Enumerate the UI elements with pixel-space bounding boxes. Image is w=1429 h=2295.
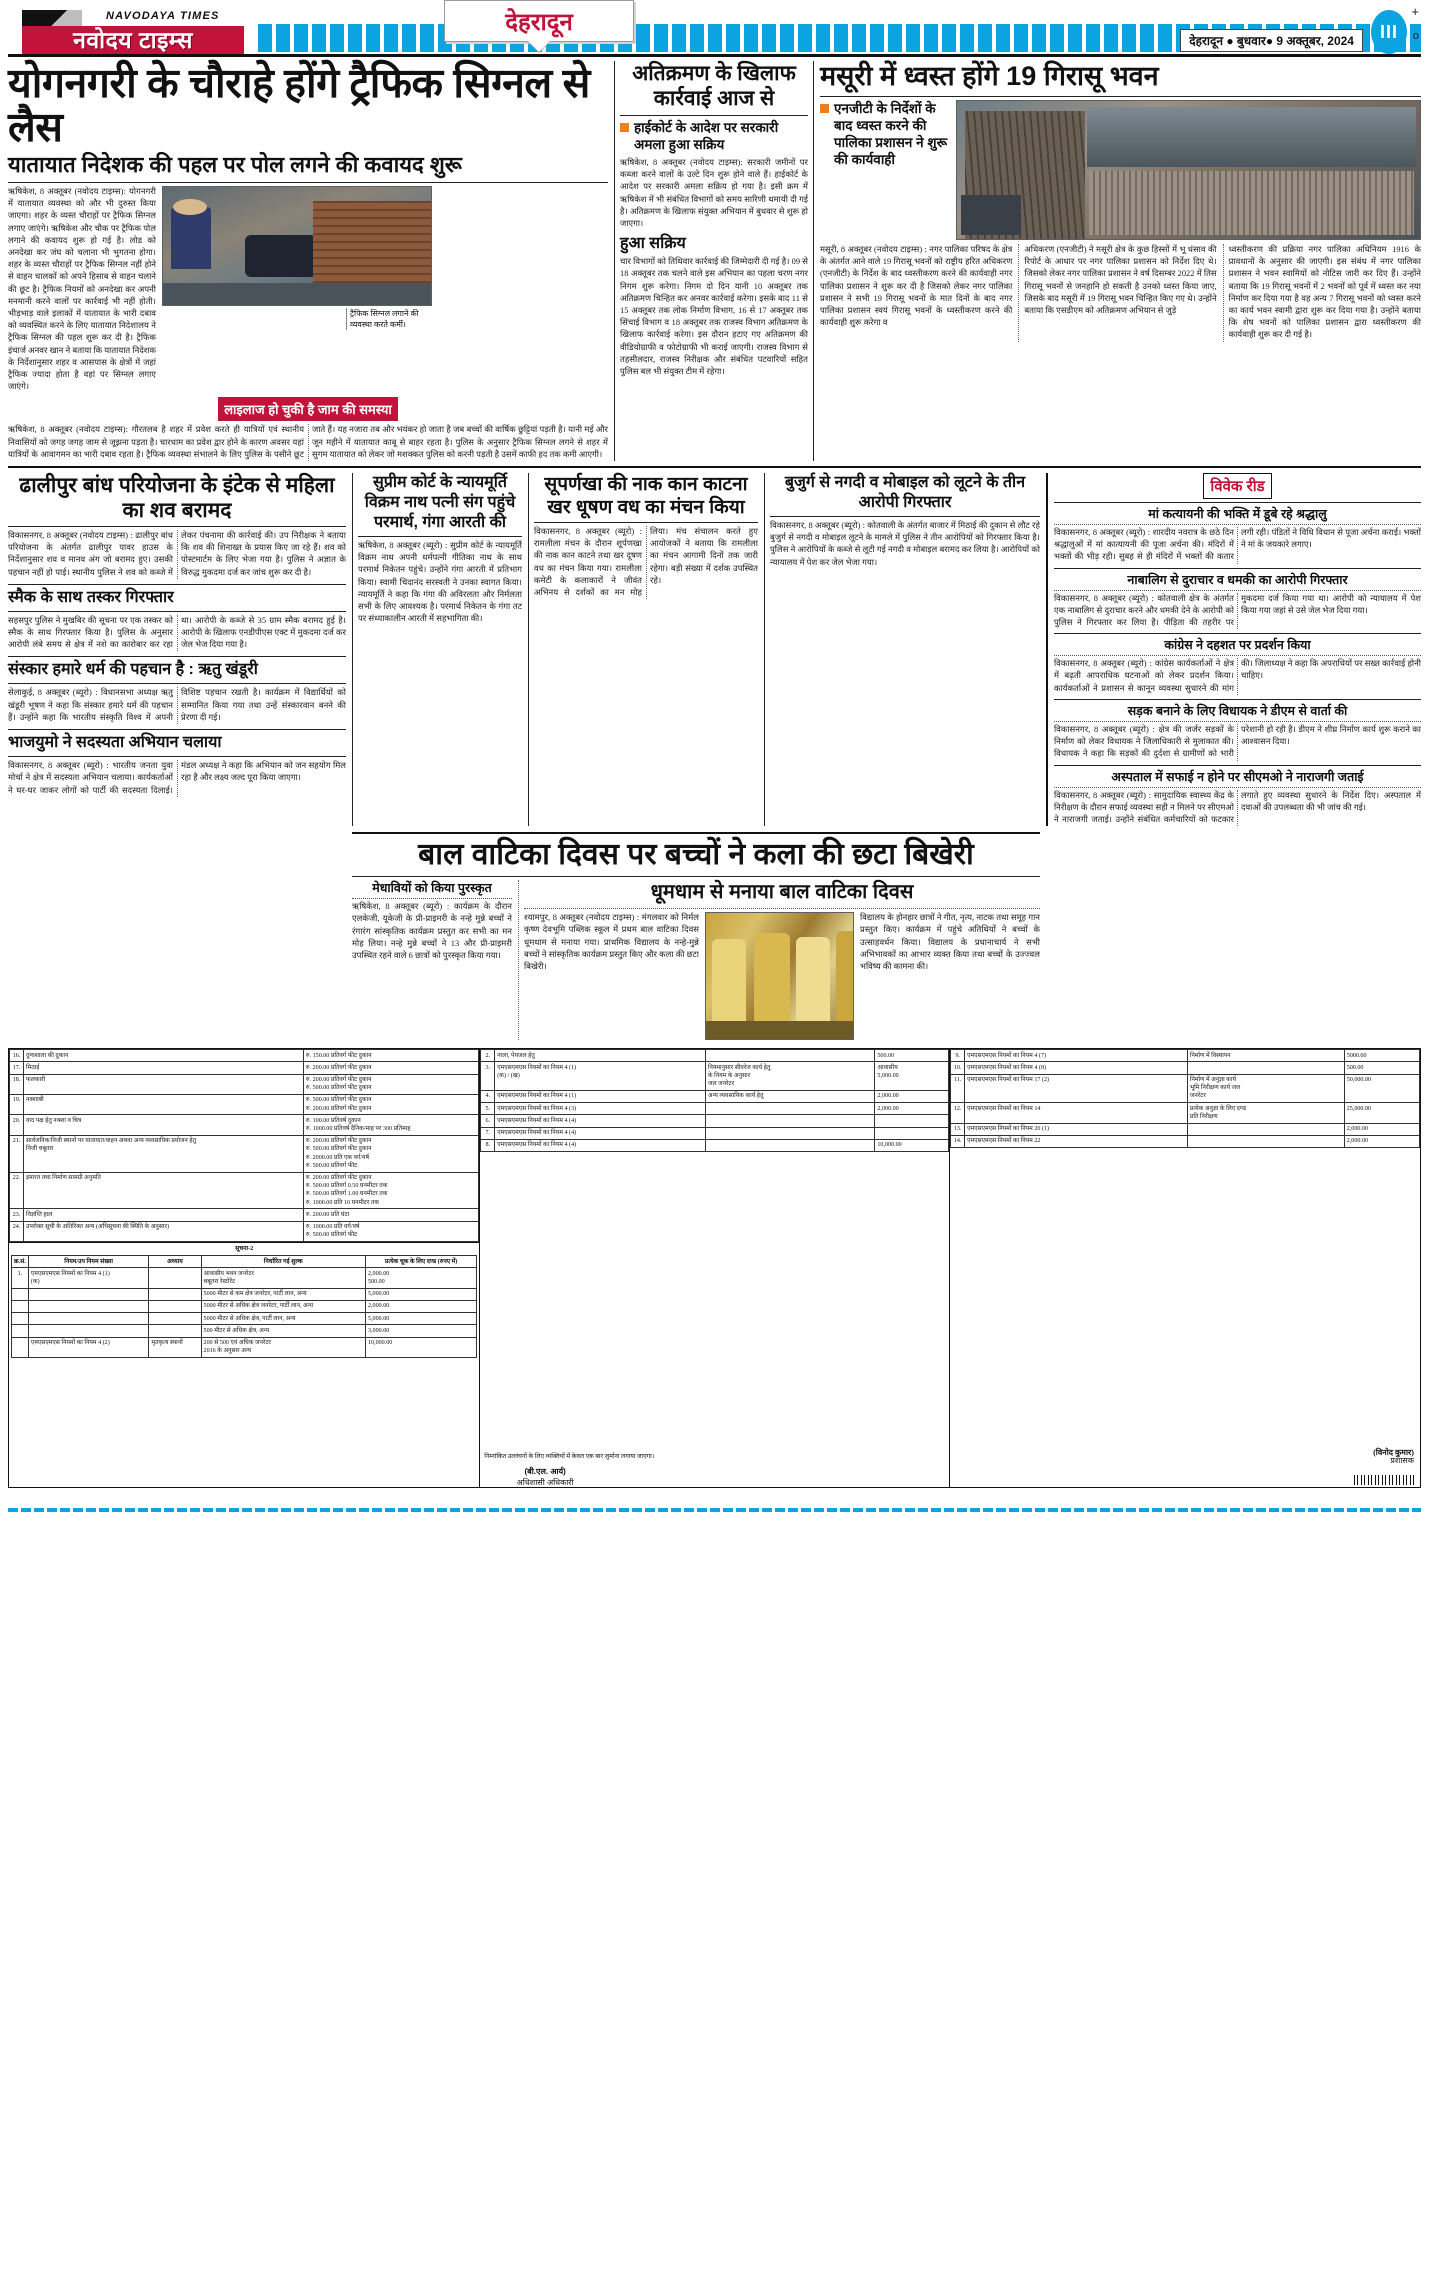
table-row [951, 1135, 1420, 1147]
lead-red-strip: लाइलाज हो चुकी है जाम की समस्या [218, 397, 398, 421]
lead-photo [162, 186, 432, 306]
row3-text-1: सेलाकुई, 8 अक्तूबर (ब्यूरो) : विधानसभा अध्यक्ष ऋतु खंडूरी भूषण ने कहा कि संस्कार हमारे धर्म की पहचान हैं। उन्होंने कहा कि भारतीय संस्कृति विश्व में अपनी विशिष्ट पहचान रखती है। कार्यक्रम में विद्यार्थियों को सम्मानित किया गया तथा उन्हें संस्कारवान बनने की प्रेरणा दी गई। [8, 688, 346, 722]
notice-cell [149, 1300, 201, 1312]
edition-city-label: देहरादून [505, 8, 573, 36]
notice-cell: एमएसएमएस नियमों का नियम 4 (8) [965, 1062, 1188, 1074]
notice-table-col3 [950, 1049, 1420, 1148]
encroach-subhead: हुआ सक्रिय [620, 235, 686, 253]
notice-footer-note: निम्नांकित उल्लंघनों के लिए व्यक्तियों में केवल एक बार जुर्माना लगाया जाएगा। [484, 1452, 655, 1460]
notice-cell: 10. [951, 1062, 965, 1074]
brand-name-english: NAVODAYA TIMES [106, 10, 220, 22]
notice-cell: एमएसएमएस नियमों का नियम 4 (4) [495, 1115, 706, 1127]
table-row [10, 1135, 479, 1172]
lead-headline: योगनगरी के चौराहे होंगे ट्रैफिक सिग्नल से लैस [8, 60, 590, 150]
table-row [951, 1062, 1420, 1074]
notice-cell: दुग्धशाला की दुकान [24, 1050, 304, 1062]
table-row [12, 1337, 477, 1357]
notice-cell: आवासीय भवन जनरेटर चबूतरा रेस्टोरेंट [201, 1268, 365, 1288]
notice-cell: 4. [481, 1090, 495, 1102]
notice-cell: उपरोक्त सूची के अतिरिक्त अन्य (अधिसूचना की स्थिति के अनुसार) [24, 1221, 304, 1241]
vivek-read-badge: विवेक रीड [1203, 473, 1271, 499]
table-row [12, 1325, 477, 1337]
brand-logo[interactable] [8, 6, 258, 52]
notice-cell: सार्वजनिक/निजी स्थानों पर यातायात/वाहन अथवा अन्य व्यवसायिक प्रयोजन हेतु निजी चबूतरा [24, 1135, 304, 1172]
notice-cell: 25,000.00 [1344, 1103, 1419, 1123]
notice-cell: एमएसएमएस नियमों का नियम 4 (1) [495, 1090, 706, 1102]
lead-story [8, 61, 608, 461]
mussoorie-kicker: एनजीटी के निर्देशों के बाद ध्वस्त करने की पालिका प्रशासन ने शुरू की कार्यवाही [820, 100, 950, 240]
lead-photo-caption: ट्रैफिक सिग्नल लगाने की व्यवस्था करते कर्मी। [346, 308, 432, 330]
notice-cell [1187, 1135, 1344, 1147]
notice-col-header: निर्धारित गई शुल्क [201, 1256, 365, 1268]
notice-cell: 2,000.00 [1344, 1135, 1419, 1147]
row2-title-3: बुजुर्ग से नगदी व मोबाइल को लूटने के तीन आरोपी गिरफ्तार [784, 474, 1026, 512]
table-row [481, 1062, 949, 1091]
notice-cell: आवासीय 5,000.00 [875, 1062, 949, 1091]
notice-cell: 5,000.00 [365, 1288, 476, 1300]
notice-cell: 5000 मीटर से कम क्षेत्र जनरेटर, पार्टी लान, अन्य [201, 1288, 365, 1300]
notice-cell [12, 1288, 29, 1300]
notice-cell: प्रत्येक अनुज्ञा के लिए दण्ड प्रति निरीक्षण [1187, 1103, 1344, 1123]
story-mussoorie [820, 61, 1421, 461]
plus-icon: + [1411, 4, 1419, 19]
encroach-col-a: ऋषिकेश, 8 अक्तूबर (नवोदय टाइम्स): सरकारी जमीनों पर कब्जा करने वालों के उल्टे दिन शुरू होने वाले हैं। हाईकोर्ट के आदेश पर सरकारी अमला सक्रिय हो गया है। इसी क्रम में ऋषिकेश में भी संबंधित विभागों को समय सारिणी थमायी दी गई है। अतिक्रमण के खिलाफ संयुक्त अभियान में बुधवार से शुरू हो जाएगा। [620, 158, 808, 229]
notice-cell: रु. 200.00 प्रतिवर्ग फीट दुकान [303, 1062, 478, 1074]
notice-cell [705, 1103, 874, 1115]
row3-title-1: संस्कार हमारे धर्म की पहचान है : ऋतु खंडूरी [8, 661, 258, 679]
notice-cell: 10,000.00 [365, 1337, 476, 1357]
notice-cell: एमएसएमएस नियमों का नियम 20 (1) [965, 1123, 1188, 1135]
table-row [481, 1050, 949, 1062]
row3-title-2: भाजयुमो ने सदस्यता अभियान चलाया [8, 734, 222, 752]
vivek-read-column [1046, 473, 1421, 826]
notice-cell [28, 1325, 149, 1337]
sign-left-name: (बी.एल. आर्य) [524, 1467, 566, 1477]
notice-table-col1 [9, 1049, 479, 1242]
table-row [12, 1268, 477, 1288]
mussoorie-headline: मसूरी में ध्वस्त होंगे 19 गिरासू भवन [820, 61, 1159, 91]
lead-col-1: ऋषिकेश, 8 अक्तूबर (नवोदय टाइम्स): योगनगरी में यातायात व्यवस्था को और भी दुरुस्त किया जाएगा। शहर के व्यस्त चौराहों पर ट्रैफिक सिग्नल लगाए जाएंगे। ऋषिकेश और चौक पर ट्रैफिक पोल लगाने की कवायद शुरू हो गई है। लोड को अनदेखा कर जंघ को चलाना भी भुगतना होगा। शहर के व्यस्त चौराहों पर ट्रैफिक सिग्नल नहीं होने से वाहन चालकों को अपने हिसाब से वाहन चलाने की छूट है। ट्रैफिक नियमों को अनदेखा कर अपनी मनमानी करने वालों पर कार्रवाई भी नहीं होती। भीड़भाड़ वाले इलाकों में यातायात के भारी दबाव को व्यवस्थित करने के लिए यातायात निदेशालय ने ट्रैफिक सिग्नल की पहल शुरू कर दी है। ट्रैफिक इंचार्ज अनवर खान ने बताया कि यातायात निदेशक के निर्देशानुसार शहर व आसपास के क्षेत्रों में जहां ट्रैफिक ज्यादा होता है वहां पर सिग्नल लगाए जाएंगे। [8, 187, 156, 392]
bullet-square-icon [820, 104, 829, 113]
notice-cell: एमएसएमएस नियमों का नियम 14 [965, 1103, 1188, 1123]
table-row [951, 1123, 1420, 1135]
notice-cell: नियमानुसार सीवरेज कार्य हेतु के नियम के अनुसार जल जनरेटर [705, 1062, 874, 1091]
notice-cell [28, 1313, 149, 1325]
sign-right-title: प्रशासक [1390, 1455, 1414, 1465]
feature-col-b: श्यामपुर, 8 अक्तूबर (नवोदय टाइम्स) : मंगलवार को निर्मल कृष्ण देवभूमि पब्लिक स्कूल में प्रथम बाल वाटिका दिवस धूमधाम से मनाया गया। प्राथमिक विद्यालय के नन्हे-मुन्ने बच्चों ने सांस्कृतिक कार्यक्रम प्रस्तुत किए और कला की छटा बिखेरी। [524, 913, 699, 971]
table-row [10, 1074, 479, 1094]
bottom-feature [8, 832, 1040, 1040]
notice-table-col2 [480, 1049, 949, 1152]
notice-cell: नाला, पेयजल हेतु [495, 1050, 706, 1062]
encroach-col-b: चार विभागों को तिथिवार कार्रवाई की जिम्मेदारी दी गई है। 09 से 18 अक्तूबर तक चलने वाले इस अभियान का पहला चरण नगर निगम शुरू करेगा। निगम दो दिन यानी 10 अक्तूबर तक अतिक्रमण चिन्हित कर अनवर कार्रवाई करेगा। इसके बाद 11 से 15 अक्तूबर तक लोक निर्माण विभाग, 16 से 17 अक्तूबर तक सिंचाई विभाग व 18 अक्तूबर तक राजस्व विभाग अतिक्रमण के खिलाफ कार्रवाई करेगा। इस दौरान हटाए गए अतिक्रमण की वीडियोग्राफी व फोटोग्राफी भी कराई जाएगी। राजस्व विभाग से तहसीलदार, राजस्व निरीक्षक और संबंधित पटवारियों सहित पुलिस बल भी संयुक्त टीम में रहेगा। [620, 257, 808, 377]
table-row [10, 1172, 479, 1209]
feature-photo [705, 912, 854, 1040]
mussoorie-photo [956, 100, 1421, 240]
feature-col-c: विद्यालय के होनहार छात्रों ने गीत, नृत्य, नाटक तथा समूह गान प्रस्तुत किए। कार्यक्रम में पहुंचे अतिथियों ने बच्चों के उत्साहवर्धन किया। विद्यालय के प्रधानाचार्य ने सभी अभिभावकों का आभार व्यक्त किया तथा बच्चों के उज्ज्वल भविष्य की कामना की। [860, 913, 1040, 971]
notice-cell: एमएसएमएस नियमों का नियम 4 (1) (क) / (ख) [495, 1062, 706, 1091]
row2-title-0: ढालीपुर बांध परियोजना के इंटेक से महिला का शव बरामद [19, 474, 335, 523]
page-number-badge: III [1371, 10, 1407, 54]
notice-cell: 18. [10, 1074, 24, 1094]
table-row [12, 1288, 477, 1300]
notice-cell: 5000 मीटर से अधिक क्षेत्र जनरेटर, पार्टी लान, अन्य [201, 1300, 365, 1312]
notice-cell [149, 1325, 201, 1337]
notice-cell: रु. 500.00 प्रतिवर्ग फीट दुकान रु. 200.00 प्रतिवर्ग फीट दुकान [303, 1094, 478, 1114]
encroach-kicker: हाईकोर्ट के आदेश पर सरकारी अमला हुआ सक्रिय [620, 119, 808, 153]
table-row [481, 1127, 949, 1139]
dateline: देहरादून ● बुधवार● 9 अक्तूबर, 2024 [1180, 29, 1363, 52]
notice-col-header: अध्याय [149, 1256, 201, 1268]
notice-cell [1187, 1062, 1344, 1074]
notice-cell: 500.00 [1344, 1062, 1419, 1074]
row3-title-0: स्मैक के साथ तस्कर गिरफ्तार [8, 588, 174, 606]
table-row [481, 1115, 949, 1127]
table-row [951, 1050, 1420, 1062]
notice-cell: एमएसएमएस नियमों का नियम 17 (2) [965, 1074, 1188, 1103]
vivek-item-1: नाबालिग से दुराचार व धमकी का आरोपी गिरफ्तार विकासनगर, 8 अक्तूबर (ब्यूरो) : कोतवाली क्षेत्र के अंतर्गत एक नाबालिग से दुराचार करने और धमकी देने के आरोपी को पुलिस ने गिरफ्तार कर लिया है। पीड़िता की तहरीर पर मुकदमा दर्ज किया गया था। आरोपी को न्यायालय में पेश किया गया जहां से उसे जेल भेज दिया गया। [1054, 572, 1421, 628]
notice-cell: 11. [951, 1074, 965, 1103]
notice-col-header: नियम/उप नियम संख्या [28, 1256, 149, 1268]
table-row [12, 1313, 477, 1325]
table-row [951, 1103, 1420, 1123]
masthead [8, 0, 1421, 52]
notice-cell: 10,000.00 [875, 1139, 949, 1151]
notice-cell: 500 मीटर से अधिक क्षेत्र, अन्य [201, 1325, 365, 1337]
mussoorie-col-a: मसूरी, 8 अक्तूबर (नवोदय टाइम्स) : नगर पालिका परिषद के क्षेत्र के अंतर्गत आने वाले 19 गिरासू भवनों को राष्ट्रीय हरित अधिकरण (एनजीटी) के निर्देश के बाद ध्वस्तीकरण करने की कार्यवाही नगर पालिका प्रशासन ने शुरू कर दी है जिसको लेकर नगर पालिका प्रशासन ने सभी 19 गिरासू भवनों के मात दिनों के बाद नगर पालिका प्रशासन स्वयं गिरासू भवनों के ध्वस्तीकरण करने की कार्यवाही शुरू करेगा व [820, 245, 1013, 328]
notice-cell: इमारत तथा निर्माण सामग्री अनुमति [24, 1172, 304, 1209]
notice-cell: 24. [10, 1221, 24, 1241]
row3-text-2: विकासनगर, 8 अक्तूबर (ब्यूरो) : भारतीय जनता युवा मोर्चा ने क्षेत्र में सदस्यता अभियान चलाया। कार्यकर्ताओं ने घर-घर जाकर लोगों को पार्टी की सदस्यता दिलाई। मंडल अध्यक्ष ने कहा कि अभियान को जन सहयोग मिल रहा है और लक्ष्य जल्द पूरा किया जाएगा। [8, 761, 346, 795]
table-row [10, 1209, 479, 1221]
notice-cell: रु. 200.00 प्रति घंटा [303, 1209, 478, 1221]
notice-cell: 3,000.00 [365, 1325, 476, 1337]
notice-cell: 2,000.00 500.00 [365, 1268, 476, 1288]
notice-cell: अन्य व्यवसायिक कार्य हेतु [705, 1090, 874, 1102]
table-row [10, 1062, 479, 1074]
table-row [481, 1090, 949, 1102]
row2-text-3: विकासनगर, 8 अक्तूबर (ब्यूरो) : कोतवाली के अंतर्गत बाजार में मिठाई की दुकान से लौट रहे बुजुर्ग से नगदी व मोबाइल लूटने के मामले में पुलिस ने तीन आरोपियों को गिरफ्तार किया है। पुलिस ने आरोपियों के कब्जे से लूटी गई नगदी व मोबाइल बरामद कर लिया है। आरोपियों को न्यायालय में पेश कर जेल भेजा गया। [770, 521, 1040, 567]
notice-cell: 3. [481, 1062, 495, 1091]
brand-name-hindi: नवोदय टाइम्स [22, 26, 244, 54]
notice-cell: 17. [10, 1062, 24, 1074]
feature-headline: बाल वाटिका दिवस पर बच्चों ने कला की छटा बिखेरी [418, 838, 974, 872]
notice-cell: 19. [10, 1094, 24, 1114]
table-row [10, 1094, 479, 1114]
notice-cell: 7. [481, 1127, 495, 1139]
notice-cell: 500.00 [875, 1050, 949, 1062]
notice-cell [705, 1127, 874, 1139]
notice-cell: 5000 मीटर से अधिक क्षेत्र, पार्टी लान, अन्य [201, 1313, 365, 1325]
notice-cell: विज्ञप्ति हाल [24, 1209, 304, 1221]
notice-cell: 14. [951, 1135, 965, 1147]
notice-cell: रु. 150.00 प्रतिवर्ग फीट दुकान [303, 1050, 478, 1062]
notice-cell [12, 1325, 29, 1337]
notice-cell: रु. 200.00 प्रतिवर्ग फीट दुकान रु. 500.00 प्रतिवर्ग फीट दुकान [303, 1074, 478, 1094]
notice-cell [28, 1300, 149, 1312]
notice-cell: 2. [481, 1050, 495, 1062]
notice-cell [705, 1050, 874, 1062]
notice-cell [705, 1139, 874, 1151]
table-row [10, 1221, 479, 1241]
public-notice-table [8, 1048, 1421, 1488]
notice-cell: 9. [951, 1050, 965, 1062]
lead-subhead: यातायात निदेशक की पहल पर पोल लगने की कवायद शुरू [8, 152, 462, 177]
notice-cell: 13. [951, 1123, 965, 1135]
notice-cell [149, 1268, 201, 1288]
table-row [12, 1300, 477, 1312]
notice-cell: रु. 200.00 प्रतिवर्ग फीट दुकान रु. 500.00 प्रतिवर्ग 0.50 घनमीटर तक रु. 500.00 प्रतिवर्ग 1.00 घनमीटर तक रु. 1000.00 प्रति 10 घनमीटर तक [303, 1172, 478, 1209]
row2-title-2: सूपर्णखा की नाक कान काटना खर धूषण वध का मंचन किया [544, 474, 748, 519]
notice-cell: 16. [10, 1050, 24, 1062]
notice-col-header: प्रत्येक चूक के लिए दण्ड (रुपए में) [365, 1256, 476, 1268]
row2-stories [8, 473, 1040, 826]
notice-cell: 22. [10, 1172, 24, 1209]
table-row [481, 1103, 949, 1115]
row2-text-0: विकासनगर, 8 अक्तूबर (नवोदय टाइम्स) : ढालीपुर बांध परियोजना के अंतर्गत ढालीपुर पावर हाउस के निर्देशानुसार शव व मानव अंग जो बरामद हुए। उसकी पहचान नहीं हो पाई। स्थानीय पुलिस ने शव को कब्जे में लेकर पंचनामा की कार्रवाई की। उप निरीक्षक ने बताया कि शव की शिनाख्त के प्रयास किए जा रहे हैं। शव को पोस्टमार्टम के लिए भेजा गया है। पुलिस ने अज्ञात के विरुद्ध मुकदमा दर्ज कर जांच शुरू कर दी है। [8, 531, 346, 577]
sign-left-title: अधिशासी अधिकारी [516, 1478, 574, 1488]
notice-cell: निर्माण में विस्थापन [1187, 1050, 1344, 1062]
notice-cell: नक्शाबी [24, 1094, 304, 1114]
vivek-item-0: मां कत्यायनी की भक्ति में डूबे रहे श्रद्धालु विकासनगर, 8 अक्तूबर (ब्यूरो) : शारदीय नवरात्र के छठे दिन श्रद्धालुओं में मां कात्यायनी की पूजा अर्चना की। मंदिरों में भक्तों की भीड़ रही। सुबह से ही मंदिरों में भक्तों की कतार लगी रही। पंडितों ने विधि विधान से पूजा अर्चना कराई। भक्तों ने मां के जयकारे लगाए। [1054, 507, 1421, 562]
table-row [951, 1074, 1420, 1103]
notice-cell: एमएसएमएस नियमों का नियम 4 (3) [495, 1103, 706, 1115]
row2-title-1: सुप्रीम कोर्ट के न्यायमूर्ति विक्रम नाथ पत्नी संग पहुंचे परमार्थ, गंगा आरती की [364, 474, 516, 532]
circle-icon: o [1412, 30, 1419, 42]
notice-cell: 50,000.00 [1344, 1074, 1419, 1103]
notice-cell [1187, 1123, 1344, 1135]
row3-text-0: सहसपुर पुलिस ने मुखबिर की सूचना पर एक तस्कर को स्मैक के साथ गिरफ्तार किया है। पुलिस के अनुसार आरोपी लंबे समय से क्षेत्र में नशे का कारोबार कर रहा था। आरोपी के कब्जे से 35 ग्राम स्मैक बरामद हुई है। आरोपी के खिलाफ एनडीपीएस एक्ट में मुकदमा दर्ज कर जेल भेज दिया गया है। [8, 615, 346, 650]
encroach-headline-l1: अतिक्रमण के खिलाफ [632, 62, 796, 85]
masthead-rule [8, 54, 1421, 57]
notice-cell: एमएसएमएस नियमों का नियम 4 (4) [495, 1139, 706, 1151]
mussoorie-col-c: ध्वस्तीकरण की प्रक्रिया नगर पालिका अधिनियम 1916 के प्रावधानों के अनुसार की जाएगी। इस संबंध में नगर पालिका प्रशासन ने भवन स्वामियों को नोटिस जारी कर दिए हैं। उन्होंने बताया कि 19 गिरासू भवनों में 2 भवनों को पूर्व में ध्वस्त कर नया निर्माण कर दिया गया है वह अन्य 7 गिरासू भवनों को ध्वस्त करने का कार्य भवन स्वामी द्वारा शुरू कर दिया गया है। उन्होंने बताया कि शेष भवनों को पालिका प्रशासन द्वारा ध्वस्तीकरण की कार्यवाही शुरू कर दी गई है। [1223, 244, 1421, 342]
notice-cell [705, 1115, 874, 1127]
row2-text-1: ऋषिकेश, 8 अक्तूबर (ब्यूरो) : सुप्रीम कोर्ट के न्यायमूर्ति विक्रम नाथ अपनी धर्मपत्नी गीतिका नाथ के साथ परमार्थ निकेतन पहुंचे। उन्होंने गंगा आरती में प्रतिभाग किया। स्वामी चिदानंद सरस्वती ने उनका स्वागत किया। न्यायमूर्ति ने कहा कि गंगा की अविरलता और निर्मलता सभी के लिए आवश्यक है। परमार्थ निकेतन के गंगा तट पर संध्याकालीन आरती में सहभागिता की। [358, 541, 522, 624]
table-row [481, 1139, 949, 1151]
notice-cell: 2,000.00 [365, 1300, 476, 1312]
lead-col-2: ऋषिकेश, 8 अक्तूबर (नवोदय टाइम्स): गौरतलब है शहर में प्रवेश करते ही यात्रियों एवं स्थानीय निवासियों को जगह जगह जाम से जूझना पड़ता है। चारधाम का प्रवेश द्वार होने के कारण अवसर यहां यात्रियों के आवागमन का भारी दबाव रहता है। ट्रैफिक व्यवस्था संभालने के लिए पुलिस के पसीने छूट जाते हैं। यह नजारा तब और भयंकर हो जाता है जब बच्चों की वार्षिक छुट्टियां पड़ती है। यानी मई और जून महीने में यातायात काबू से बाहर रहता है। पुलिस के अनुसार ट्रैफिक सिग्नल लगने से शहर में सुगम यातायात को लेकर जो मशक्कत पुलिस को करनी पड़ती है उसमें काफी हद तक कमी आएगी। [8, 425, 608, 459]
feature-kicker: मेधावियों को किया पुरस्कृत [372, 881, 492, 896]
notice-cell: 1. [12, 1268, 29, 1288]
notice-cell: एमएसएमएस नियमों का नियम 4 (1) (क) [28, 1268, 149, 1288]
notice-cell: निर्माण में अनुज्ञा कार्य भूमि निरीक्षण कार्य जल जनरेटर [1187, 1074, 1344, 1103]
notice-cell: एमएसएमएस नियमों का नियम 4 (2) [28, 1337, 149, 1357]
notice-cell: 2,000.00 [875, 1103, 949, 1115]
notice-cell: 5. [481, 1103, 495, 1115]
notice-cell [875, 1127, 949, 1139]
notice-cell: रु. 100.00 प्रतिवर्ष दुकान रु. 1000.00 प्रतिवर्ष दैनिक/माह पर 300 प्रतिमाह [303, 1115, 478, 1135]
notice-cell [12, 1313, 29, 1325]
notice-cell: एमएसएमएस नियमों का नियम 4 (7) [965, 1050, 1188, 1062]
notice-cell: 6. [481, 1115, 495, 1127]
notice-cell: रु. 1000.00 प्रति वर्ग/वर्ष रु. 500.00 प्रतिवर्ग फीट [303, 1221, 478, 1241]
notice-cell: 12. [951, 1103, 965, 1123]
notice-cell: मिठाई [24, 1062, 304, 1074]
row2-story-0 [8, 473, 346, 826]
barcode-icon [1354, 1475, 1414, 1485]
mussoorie-col-b: अधिकरण (एनजीटी) ने मसूरी क्षेत्र के कुछ हिस्सों में भू धंसाव की रिपोर्ट के आधार पर नगर पालिका प्रशासन को निर्देश दिए थे। जिसको लेकर नगर पालिका प्रशासन ने वर्ष दिसम्बर 2022 में तिस गिरासू भवनों से जनहानि हो सकती है उनको ध्वस्त किया जाए, जिसके बाद मसूरी में 19 गिरासू भवन चिन्हित किए गए थे। उन्होंने बताया कि एसडीएम को अतिक्रमण अभियान से जुड़े [1018, 244, 1216, 342]
notice-cell: 21. [10, 1135, 24, 1172]
notice-cell: 5,000.00 [365, 1313, 476, 1325]
notice-cell: 8. [481, 1139, 495, 1151]
notice-cell: रु. 200.00 प्रतिवर्ग फीट दुकान रु. 500.00 प्रतिवर्ग फीट दुकान रु. 2000.00 प्रति एक वर्ग/वर्ष रु. 500.00 प्रतिवर्ग फीट [303, 1135, 478, 1172]
notice-cell [12, 1300, 29, 1312]
story-encroachment [614, 61, 814, 461]
notice-col-header: क्र.सं. [12, 1256, 29, 1268]
notice-cell: 2,000.00 [875, 1090, 949, 1102]
notice-cell: एमएसएमएस नियमों का नियम 22 [965, 1135, 1188, 1147]
notice-cell: मृतकृत्य स्थानों [149, 1337, 201, 1357]
notice-cell [149, 1288, 201, 1300]
row2-story-3 [764, 473, 1040, 826]
sign-right-name: (विनोद कुमार) [1373, 1447, 1414, 1457]
row2-text-2: विकासनगर, 8 अक्तूबर (ब्यूरो) : रामलीला मंचन के दौरान शूर्पणखा की नाक कान काटने तथा खर दूषण वध का मंचन किया गया। रामलीला कमेटी के कलाकारों ने जीवंत अभिनय से दर्शकों का मन मोह लिया। मंच संचालन करते हुए आयोजकों ने बताया कि रामलीला का मंचन आगामी दिनों तक जारी रहेगा। बड़ी संख्या में दर्शक उपस्थित रहे। [534, 527, 758, 598]
encroach-headline-l2: कार्रवाई आज से [653, 87, 775, 110]
bullet-square-icon [620, 123, 629, 132]
notice-cell: एमएसएमएस नियमों का नियम 4 (4) [495, 1127, 706, 1139]
vivek-item-4: अस्पताल में सफाई न होने पर सीएमओ ने नाराजगी जताई विकासनगर, 8 अक्तूबर (ब्यूरो) : सामुदायिक स्वास्थ्य केंद्र के निरीक्षण के दौरान सफाई व्यवस्था सही न मिलने पर सीएमओ ने नाराजगी जताई। उन्होंने संबंधित कर्मचारियों को फटकार लगाते हुए व्यवस्था सुधारने के निर्देश दिए। अस्पताल में दवाओं की उपलब्धता की भी जांच की गई। [1054, 769, 1421, 824]
row2-story-1 [352, 473, 522, 826]
notice-cell: 20. [10, 1115, 24, 1135]
table-row [10, 1115, 479, 1135]
table-row [10, 1050, 479, 1062]
edition-city-tab[interactable] [444, 0, 634, 42]
notice-cell: 200 से 500 एवं अधिक जनरेटर 2016 के अनुसार अन्य [201, 1337, 365, 1357]
notice-cell [875, 1115, 949, 1127]
notice-cell [12, 1337, 29, 1357]
feature-col-a: ऋषिकेश, 8 अक्तूबर (ब्यूरो) : कार्यक्रम के दौरान एलकेजी, यूकेजी के प्री-प्राइमरी के नन्हे मुन्ने बच्चों ने रंगारंग सांस्कृतिक कार्यक्रम प्रस्तुत कर सभी का मन मोह लिया। नन्हे मुन्ने बच्चों ने 13 और प्री-प्राइमरी उपस्थित रहने वाले 6 छात्रों को पुरस्कृत किया गया। [352, 902, 512, 960]
notice-cell: 5000.00 [1344, 1050, 1419, 1062]
notice-table2-title: सूचना-2 [235, 1245, 254, 1252]
notice-cell: फलकारी [24, 1074, 304, 1094]
notice-cell: 23. [10, 1209, 24, 1221]
notice-cell: 2,000.00 [1344, 1123, 1419, 1135]
feature-sub: धूमधाम से मनाया बाल वाटिका दिवस [650, 881, 914, 904]
footer-stripe [8, 1508, 1421, 1512]
vivek-item-3: सड़क बनाने के लिए विधायक ने डीएम से वार्ता की विकासनगर, 8 अक्तूबर (ब्यूरो) : क्षेत्र की जर्जर सड़कों के निर्माण को लेकर विधायक ने जिलाधिकारी से मुलाकात की। विधायक ने कहा कि सड़कों की दुर्दशा से ग्रामीणों को भारी परेशानी हो रही है। डीएम ने शीघ्र निर्माण कार्य शुरू कराने का आश्वासन दिया। [1054, 703, 1421, 759]
row2-story-2 [528, 473, 758, 826]
vivek-item-2: कांग्रेस ने दहशत पर प्रदर्शन किया विकासनगर, 8 अक्तूबर (ब्यूरो) : कांग्रेस कार्यकर्ताओं ने क्षेत्र में बढ़ती आपराधिक घटनाओं को लेकर प्रदर्शन किया। कार्यकर्ताओं ने प्रशासन से कानून व्यवस्था सुधारने की मांग की। जिलाध्यक्ष ने कहा कि अपराधियों पर सख्त कार्रवाई होनी चाहिए। [1054, 638, 1421, 693]
notice-cell [28, 1288, 149, 1300]
notice-cell [149, 1313, 201, 1325]
notice-cell: वाद पक्ष हेतु नक्शा व चित्र [24, 1115, 304, 1135]
